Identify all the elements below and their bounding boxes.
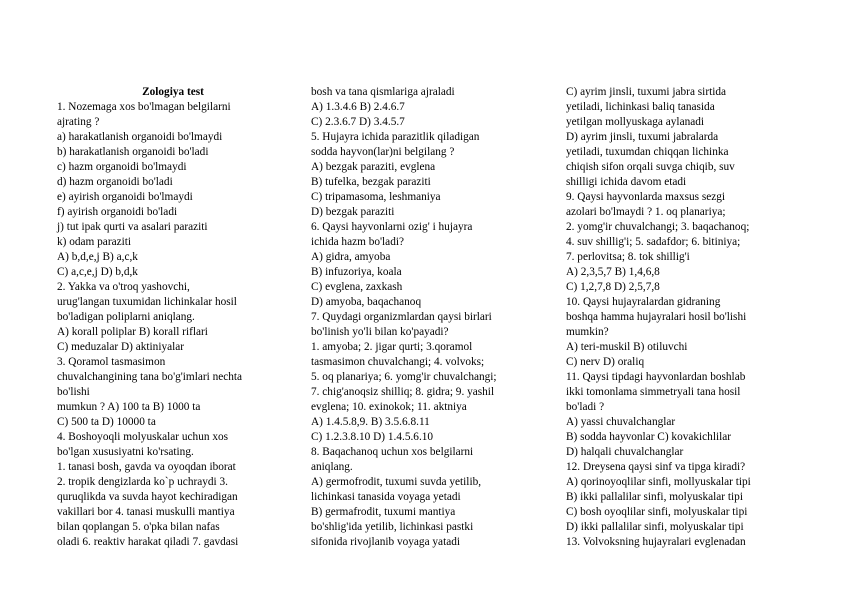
text-line: bo'lishi	[57, 386, 90, 398]
text-line: evglena; 10. exinokok; 11. aktniya	[311, 401, 467, 413]
text-line: b) harakatlanish organoidi bo'ladi	[57, 146, 209, 158]
text-line: C) 2.3.6.7 D) 3.4.5.7	[311, 116, 405, 128]
text-line: B) ikki pallalilar sinfi, molyuskalar tipi	[566, 491, 743, 503]
text-line: lichinkasi tanasida voyaga yetadi	[311, 491, 461, 503]
text-line: vakillari bor 4. tanasi muskulli mantiya	[57, 506, 235, 518]
text-line: c) hazm organoidi bo'lmaydi	[57, 161, 187, 173]
text-line: bosh va tana qismlariga ajraladi	[311, 86, 455, 98]
text-line: 2. yomg'ir chuvalchangi; 3. baqachanoq;	[566, 221, 750, 233]
text-line: chiqish sifon orqali suvga chiqib, suv	[566, 161, 735, 173]
text-line: 4. Boshoyoqli molyuskalar uchun xos	[57, 431, 229, 443]
text-line: 1. Nozemaga xos bo'lmagan belgilarni	[57, 101, 231, 113]
text-line: tasmasimon chuvalchangi; 4. volvoks;	[311, 356, 485, 368]
text-line: f) ayirish organoidi bo'ladi	[57, 206, 178, 218]
text-line: 10. Qaysi hujayralardan gidraning	[566, 296, 721, 308]
text-line: 1. amyoba; 2. jigar qurti; 3.qoramol	[311, 341, 473, 353]
text-line: mumkun ? A) 100 ta B) 1000 ta	[57, 401, 201, 413]
text-line: D) ikki pallalilar sinfi, molyuskalar tipi	[566, 521, 744, 533]
text-line: 9. Qaysi hayvonlarda maxsus sezgi	[566, 191, 726, 203]
text-line: C) evglena, zaxkash	[311, 281, 403, 293]
text-line: 2. tropik dengizlarda ko`p uchraydi 3.	[57, 476, 228, 488]
column-3-lines	[566, 85, 806, 550]
text-line: 3. Qoramol tasmasimon	[57, 356, 166, 368]
text-line: oladi 6. reaktiv harakat qiladi 7. gavdasi	[57, 536, 239, 548]
text-line: sodda hayvon(lar)ni belgilang ?	[311, 146, 455, 158]
text-line: B) germafrodit, tuxumi mantiya	[311, 506, 456, 518]
text-line: chuvalchangining tana bo'g'imlari nechta	[57, 371, 243, 383]
text-line: A) gidra, amyoba	[311, 251, 391, 263]
column-1	[57, 85, 289, 550]
text-line: 2. Yakka va o'troq yashovchi,	[57, 281, 190, 293]
text-line: 13. Volvoksning hujayralari evglenadan	[566, 536, 746, 548]
text-line: C) ayrim jinsli, tuxumi jabra sirtida	[566, 86, 727, 98]
text-line: 7. perlovitsa; 8. tok shillig'i	[566, 251, 690, 263]
text-line: C) meduzalar D) aktiniyalar	[57, 341, 185, 353]
text-line: boshqa hamma hujayralari hosil bo'lishi	[566, 311, 747, 323]
text-line: C) bosh oyoqlilar sinfi, molyuskalar tipi	[566, 506, 748, 518]
text-line: A) teri-muskil B) otiluvchi	[566, 341, 688, 353]
text-line: C) 1,2,7,8 D) 2,5,7,8	[566, 281, 660, 293]
text-line: A) qorinoyoqlilar sinfi, mollyuskalar tipi	[566, 476, 751, 488]
text-line: shilligi ichida davom etadi	[566, 176, 687, 188]
text-line: bo'ladigan poliplarni aniqlang.	[57, 311, 195, 323]
text-line: A) 1.3.4.6 B) 2.4.6.7	[311, 101, 405, 113]
text-line: A) yassi chuvalchanglar	[566, 416, 676, 428]
text-line: A) korall poliplar B) korall riflari	[57, 326, 208, 338]
text-line: C) 1.2.3.8.10 D) 1.4.5.6.10	[311, 431, 434, 443]
text-line: urug'langan tuxumidan lichinkalar hosil	[57, 296, 237, 308]
text-line: A) b,d,e,j B) a,c,k	[57, 251, 138, 263]
text-line: 12. Dreysena qaysi sinf va tipga kiradi?	[566, 461, 746, 473]
text-line: A) 2,3,5,7 B) 1,4,6,8	[566, 266, 660, 278]
text-line: e) ayirish organoidi bo'lmaydi	[57, 191, 193, 203]
text-line: 8. Baqachanoq uchun xos belgilarni	[311, 446, 474, 458]
text-line: k) odam paraziti	[57, 236, 132, 248]
text-line: B) tufelka, bezgak paraziti	[311, 176, 431, 188]
text-line: B) infuzoriya, koala	[311, 266, 402, 278]
text-line: bo'linish yo'li bilan ko'payadi?	[311, 326, 449, 338]
text-line: j) tut ipak qurti va asalari paraziti	[57, 221, 208, 233]
text-line: sifonida rivojlanib voyaga yatadi	[311, 536, 461, 548]
text-line: 11. Qaysi tipdagi hayvonlardan boshlab	[566, 371, 746, 383]
text-line: ichida hazm bo'ladi?	[311, 236, 405, 248]
text-line: ikki tomonlama simmetryali tana hosil	[566, 386, 741, 398]
text-line: yetilgan mollyuskaga aylanadi	[566, 116, 705, 128]
text-line: azolari bo'lmaydi ? 1. oq planariya;	[566, 206, 726, 218]
text-line: quruqlikda va suvda hayot kechiradigan	[57, 491, 238, 503]
text-line: C) tripamasoma, leshmaniya	[311, 191, 441, 203]
text-line: A) bezgak paraziti, evglena	[311, 161, 436, 173]
text-line: yetiladi, lichinkasi baliq tanasida	[566, 101, 715, 113]
text-line: C) 500 ta D) 10000 ta	[57, 416, 156, 428]
text-line: bo'shlig'ida yetilib, lichinkasi pastki	[311, 521, 474, 533]
text-line: D) ayrim jinsli, tuxumi jabralarda	[566, 131, 719, 143]
text-line: C) a,c,e,j D) b,d,k	[57, 266, 138, 278]
text-line: 7. chig'anoqsiz shilliq; 8. gidra; 9. yashil	[311, 386, 495, 398]
text-line: a) harakatlanish organoidi bo'lmaydi	[57, 131, 223, 143]
text-line: A) germofrodit, tuxumi suvda yetilib,	[311, 476, 482, 488]
text-line: D) halqali chuvalchanglar	[566, 446, 684, 458]
column-1-lines	[57, 100, 289, 550]
text-line: D) bezgak paraziti	[311, 206, 395, 218]
text-line: bilan qoplangan 5. o'pka bilan nafas	[57, 521, 220, 533]
text-line: bo'ladi ?	[566, 401, 605, 413]
text-line: mumkin?	[566, 326, 609, 338]
text-line: 4. suv shillig'i; 5. sadafdor; 6. bitiniya;	[566, 236, 741, 248]
text-line: 6. Qaysi hayvonlarni ozig' i hujayra	[311, 221, 473, 233]
column-3	[566, 85, 806, 550]
text-line: aniqlang.	[311, 461, 353, 473]
text-line: 1. tanasi bosh, gavda va oyoqdan iborat	[57, 461, 236, 473]
text-line: ajrating ?	[57, 116, 100, 128]
text-line: D) amyoba, baqachanoq	[311, 296, 422, 308]
column-2	[311, 85, 545, 550]
text-line: bo'lgan xususiyatni ko'rsating.	[57, 446, 194, 458]
column-2-lines	[311, 85, 545, 550]
text-line: 7. Quydagi organizmlardan qaysi birlari	[311, 311, 492, 323]
text-line: d) hazm organoidi bo'ladi	[57, 176, 173, 188]
text-line: 5. Hujayra ichida parazitlik qiladigan	[311, 131, 480, 143]
text-line: yetiladi, tuxumdan chiqqan lichinka	[566, 146, 729, 158]
text-line: A) 1.4.5.8,9. B) 3.5.6.8.11	[311, 416, 430, 428]
text-line: B) sodda hayvonlar C) kovakichlilar	[566, 431, 732, 443]
text-line: C) nerv D) oraliq	[566, 356, 645, 368]
text-line: 5. oq planariya; 6. yomg'ir chuvalchangi;	[311, 371, 497, 383]
page-title: Zologiya test	[142, 86, 204, 98]
